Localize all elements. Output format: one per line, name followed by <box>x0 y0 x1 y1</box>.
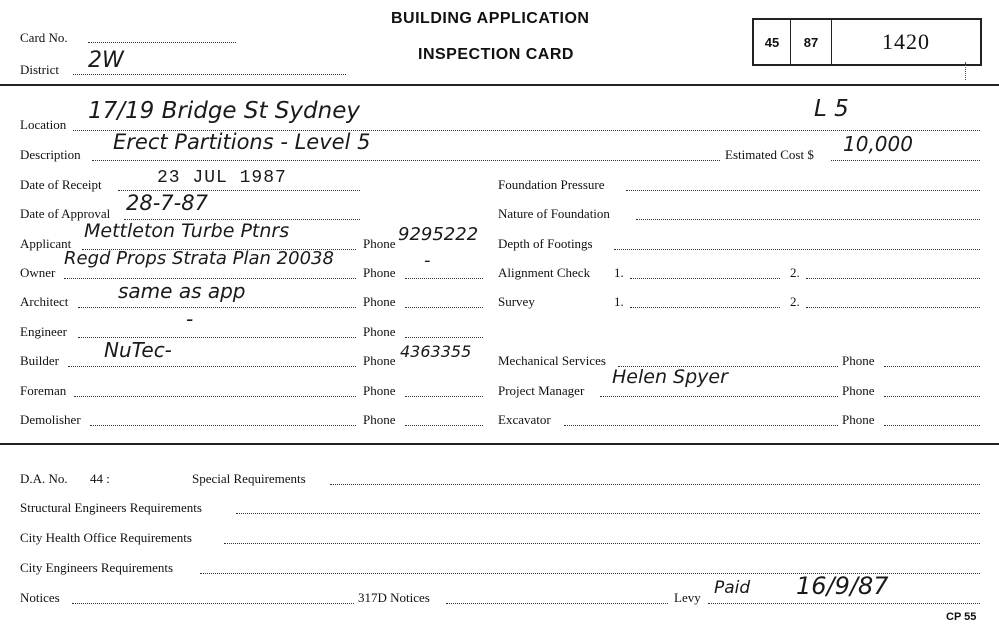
card-no-field[interactable] <box>88 42 236 43</box>
mechanical-phone-field[interactable] <box>884 366 980 367</box>
form-code: CP 55 <box>946 611 977 623</box>
date-approval-value: 28-7-87 <box>126 191 208 215</box>
alignment-check-label: Alignment Check <box>498 265 591 280</box>
details-divider <box>0 443 999 445</box>
card-no-label: Card No. <box>20 30 68 45</box>
health-requirements-field[interactable] <box>224 543 980 544</box>
architect-value: same as app <box>118 279 246 303</box>
survey-2-label: 2. <box>790 294 800 309</box>
project-manager-phone-label: Phone <box>842 383 875 398</box>
da-no-value: 44 : <box>90 471 110 486</box>
alignment-1-field[interactable] <box>630 278 780 279</box>
notices-317d-field[interactable] <box>446 603 668 604</box>
district-field[interactable] <box>73 74 346 75</box>
structural-requirements-field[interactable] <box>236 513 980 514</box>
demolisher-label: Demolisher <box>20 412 81 427</box>
notices-field[interactable] <box>72 603 354 604</box>
builder-field[interactable] <box>68 366 356 367</box>
nature-foundation-label: Nature of Foundation <box>498 206 610 221</box>
survey-1-label: 1. <box>614 294 624 309</box>
card-title-line1: BUILDING APPLICATION <box>391 10 590 27</box>
project-manager-field[interactable] <box>600 396 838 397</box>
description-field[interactable] <box>92 160 720 161</box>
applicant-phone-label: Phone <box>363 236 396 251</box>
architect-label: Architect <box>20 294 69 309</box>
applicant-phone-value: 9295222 <box>398 224 479 245</box>
architect-field[interactable] <box>78 307 356 308</box>
project-manager-value: Helen Spyer <box>612 366 728 388</box>
project-manager-label: Project Manager <box>498 383 585 398</box>
engineer-value: - <box>186 307 194 331</box>
alignment-2-field[interactable] <box>806 278 980 279</box>
survey-label: Survey <box>498 294 535 309</box>
engineer-phone-field[interactable] <box>405 337 483 338</box>
mechanical-services-label: Mechanical Services <box>498 353 606 368</box>
foreman-field[interactable] <box>74 396 356 397</box>
card-title-line2: INSPECTION CARD <box>418 46 574 63</box>
excavator-phone-field[interactable] <box>884 425 980 426</box>
builder-phone-value: 4363355 <box>400 342 472 361</box>
header-divider <box>0 84 999 86</box>
builder-phone-label: Phone <box>363 353 396 368</box>
builder-label: Builder <box>20 353 59 368</box>
city-engineers-requirements-label: City Engineers Requirements <box>20 560 174 575</box>
notices-label: Notices <box>20 590 60 605</box>
location-label: Location <box>20 117 67 132</box>
special-requirements-label: Special Requirements <box>192 471 306 486</box>
estimated-cost-label: Estimated Cost $ <box>725 147 814 162</box>
survey-2-field[interactable] <box>806 307 980 308</box>
date-receipt-label: Date of Receipt <box>20 177 102 192</box>
district-value: 2W <box>88 48 124 73</box>
foreman-phone-label: Phone <box>363 383 396 398</box>
owner-label: Owner <box>20 265 56 280</box>
location-value: 17/19 Bridge St Sydney <box>88 98 360 124</box>
da-no-label: D.A. No. <box>20 471 68 486</box>
project-manager-phone-field[interactable] <box>884 396 980 397</box>
demolisher-phone-label: Phone <box>363 412 396 427</box>
structural-requirements-label: Structural Engineers Requirements <box>20 500 202 515</box>
nature-foundation-field[interactable] <box>636 219 980 220</box>
foreman-phone-field[interactable] <box>405 396 483 397</box>
excavator-phone-label: Phone <box>842 412 875 427</box>
excavator-label: Excavator <box>498 412 551 427</box>
architect-phone-field[interactable] <box>405 307 483 308</box>
mechanical-phone-label: Phone <box>842 353 875 368</box>
notices-317d-label: 317D Notices <box>358 590 430 605</box>
date-receipt-value: 23 JUL 1987 <box>157 168 287 188</box>
owner-value: Regd Props Strata Plan 20038 <box>64 248 334 269</box>
owner-phone-value: - <box>424 250 431 271</box>
excavator-field[interactable] <box>564 425 838 426</box>
depth-footings-label: Depth of Footings <box>498 236 593 251</box>
estimated-cost-value: 10,000 <box>843 132 913 156</box>
levy-field[interactable] <box>708 603 980 604</box>
levy-label: Levy <box>674 590 701 605</box>
special-requirements-field[interactable] <box>330 484 980 485</box>
date-approval-label: Date of Approval <box>20 206 111 221</box>
reference-number-box <box>752 18 982 66</box>
owner-phone-field[interactable] <box>405 278 483 279</box>
demolisher-phone-field[interactable] <box>405 425 483 426</box>
foreman-label: Foreman <box>20 383 67 398</box>
reference-box-a: 45 <box>754 20 791 64</box>
applicant-label: Applicant <box>20 236 72 251</box>
levy-date-value: 16/9/87 <box>796 572 889 600</box>
header-edge-mark <box>965 62 966 80</box>
applicant-value: Mettleton Turbe Ptnrs <box>84 220 290 242</box>
estimated-cost-field[interactable] <box>831 160 980 161</box>
depth-footings-field[interactable] <box>614 249 980 250</box>
owner-phone-label: Phone <box>363 265 396 280</box>
survey-1-field[interactable] <box>630 307 780 308</box>
reference-box-c: 1420 <box>882 29 930 54</box>
reference-box-b: 87 <box>791 20 832 64</box>
district-label: District <box>20 62 59 77</box>
foundation-pressure-label: Foundation Pressure <box>498 177 605 192</box>
levy-value: Paid <box>714 578 751 598</box>
health-requirements-label: City Health Office Requirements <box>20 530 192 545</box>
engineer-phone-label: Phone <box>363 324 396 339</box>
alignment-1-label: 1. <box>614 265 624 280</box>
location-level-value: L 5 <box>814 96 849 122</box>
alignment-2-label: 2. <box>790 265 800 280</box>
engineer-label: Engineer <box>20 324 67 339</box>
description-label: Description <box>20 147 81 162</box>
architect-phone-label: Phone <box>363 294 396 309</box>
builder-value: NuTec- <box>104 338 172 362</box>
demolisher-field[interactable] <box>90 425 356 426</box>
foundation-pressure-field[interactable] <box>626 190 980 191</box>
description-value: Erect Partitions - Level 5 <box>113 130 371 154</box>
